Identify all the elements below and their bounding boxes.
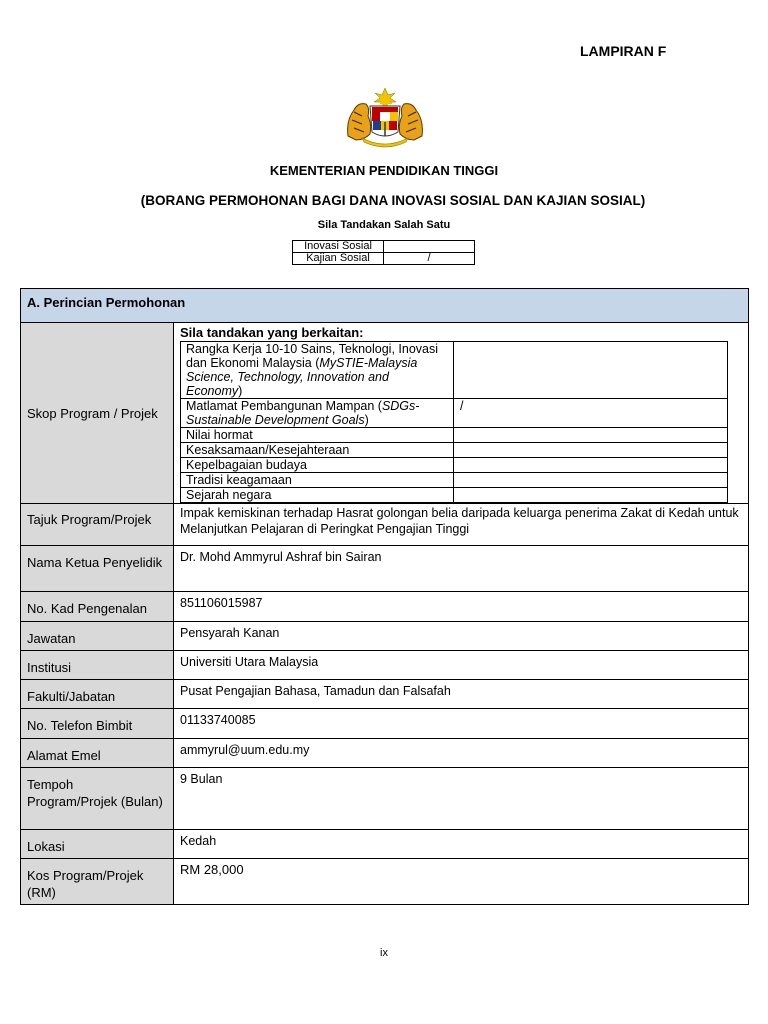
field-value[interactable]: 851106015987 bbox=[174, 592, 749, 622]
page-number: ix bbox=[380, 947, 388, 959]
application-details-table bbox=[20, 288, 749, 905]
field-label: No. Telefon Bimbit bbox=[21, 709, 174, 739]
scope-item-text-part: Rangka Kerja 10-10 Sains, Teknologi, Inovasi dan Ekonomi Malaysia ( bbox=[186, 342, 439, 370]
scope-item-text-part: Sejarah negara bbox=[186, 488, 272, 502]
coat-of-arms-icon bbox=[340, 86, 430, 150]
scope-item-text-part: Nilai hormat bbox=[186, 428, 253, 442]
scope-checklist bbox=[180, 341, 728, 503]
form-title: (BORANG PERMOHONAN BAGI DANA INOVASI SOSIAL DAN KAJIAN SOSIAL) bbox=[140, 193, 646, 208]
ministry-name: KEMENTERIAN PENDIDIKAN TINGGI bbox=[269, 163, 499, 178]
scope-item-text-part: MySTIE-Malaysia Science, Technology, Innovation and Economy bbox=[186, 356, 418, 398]
scope-item-mark[interactable] bbox=[454, 428, 728, 443]
scope-item-row bbox=[181, 443, 728, 458]
scope-item-text-part: Kesaksamaan/Kesejahteraan bbox=[186, 443, 350, 457]
field-label: Fakulti/Jabatan bbox=[21, 680, 174, 709]
field-value[interactable]: 9 Bulan bbox=[174, 768, 749, 830]
type-option-label: Inovasi Sosial bbox=[293, 241, 384, 253]
scope-item-label bbox=[181, 399, 454, 428]
section-a-title: A. Perincian Permohonan bbox=[21, 289, 749, 323]
scope-item-row bbox=[181, 473, 728, 488]
scope-item-mark[interactable] bbox=[454, 443, 728, 458]
scope-item-row bbox=[181, 488, 728, 503]
field-value[interactable]: Dr. Mohd Ammyrul Ashraf bin Sairan bbox=[174, 546, 749, 592]
scope-cell bbox=[174, 323, 749, 504]
scope-item-label bbox=[181, 458, 454, 473]
field-value[interactable]: ammyrul@uum.edu.my bbox=[174, 739, 749, 768]
scope-item-text-part: Tradisi keagamaan bbox=[186, 473, 292, 487]
field-label: Tempoh Program/Projek (Bulan) bbox=[21, 768, 174, 830]
scope-item-text-part: ) bbox=[238, 384, 243, 398]
scope-item-label bbox=[181, 428, 454, 443]
type-option-label: Kajian Sosial bbox=[293, 253, 384, 265]
field-label: No. Kad Pengenalan bbox=[21, 592, 174, 622]
scope-item-mark[interactable] bbox=[454, 488, 728, 503]
scope-label: Skop Program / Projek bbox=[21, 323, 174, 504]
field-label: Kos Program/Projek (RM) bbox=[21, 859, 174, 905]
scope-item-text-part: Kepelbagaian budaya bbox=[186, 458, 307, 472]
scope-item-label bbox=[181, 342, 454, 399]
scope-item-text-part: Matlamat Pembangunan Mampan ( bbox=[186, 399, 382, 413]
field-value[interactable]: Pensyarah Kanan bbox=[174, 622, 749, 651]
scope-item-label bbox=[181, 473, 454, 488]
field-label: Institusi bbox=[21, 651, 174, 680]
field-value[interactable]: Kedah bbox=[174, 830, 749, 859]
field-value[interactable]: 01133740085 bbox=[174, 709, 749, 739]
scope-item-label bbox=[181, 488, 454, 503]
field-value[interactable]: Impak kemiskinan terhadap Hasrat golongan belia daripada keluarga penerima Zakat di Kedah untuk Melanjutkan Pelajaran di Peringkat Pengajian Tinggi bbox=[174, 504, 749, 546]
type-selection-table bbox=[292, 240, 475, 265]
field-label: Alamat Emel bbox=[21, 739, 174, 768]
field-label: Nama Ketua Penyelidik bbox=[21, 546, 174, 592]
field-label: Lokasi bbox=[21, 830, 174, 859]
type-option-row bbox=[293, 253, 475, 265]
scope-item-text-part: ) bbox=[364, 413, 369, 427]
scope-item-text-part: SDGs-Sustainable Development Goals bbox=[186, 399, 420, 427]
scope-item-mark[interactable] bbox=[454, 342, 728, 399]
scope-item-row bbox=[181, 458, 728, 473]
selection-instruction: Sila Tandakan Salah Satu bbox=[317, 219, 451, 231]
field-value[interactable]: Pusat Pengajian Bahasa, Tamadun dan Falsafah bbox=[174, 680, 749, 709]
type-option-mark[interactable] bbox=[384, 241, 475, 253]
type-option-mark[interactable]: / bbox=[384, 253, 475, 265]
field-label: Tajuk Program/Projek bbox=[21, 504, 174, 546]
appendix-label: LAMPIRAN F bbox=[580, 43, 667, 59]
scope-item-row bbox=[181, 399, 728, 428]
field-value[interactable]: Universiti Utara Malaysia bbox=[174, 651, 749, 680]
field-value[interactable]: RM 28,000 bbox=[174, 859, 749, 905]
scope-item-label bbox=[181, 443, 454, 458]
scope-item-mark[interactable]: / bbox=[454, 399, 728, 428]
type-option-row bbox=[293, 241, 475, 253]
scope-item-mark[interactable] bbox=[454, 473, 728, 488]
scope-item-mark[interactable] bbox=[454, 458, 728, 473]
scope-heading: Sila tandakan yang berkaitan: bbox=[180, 325, 364, 340]
field-label: Jawatan bbox=[21, 622, 174, 651]
scope-item-row bbox=[181, 428, 728, 443]
scope-item-row bbox=[181, 342, 728, 399]
